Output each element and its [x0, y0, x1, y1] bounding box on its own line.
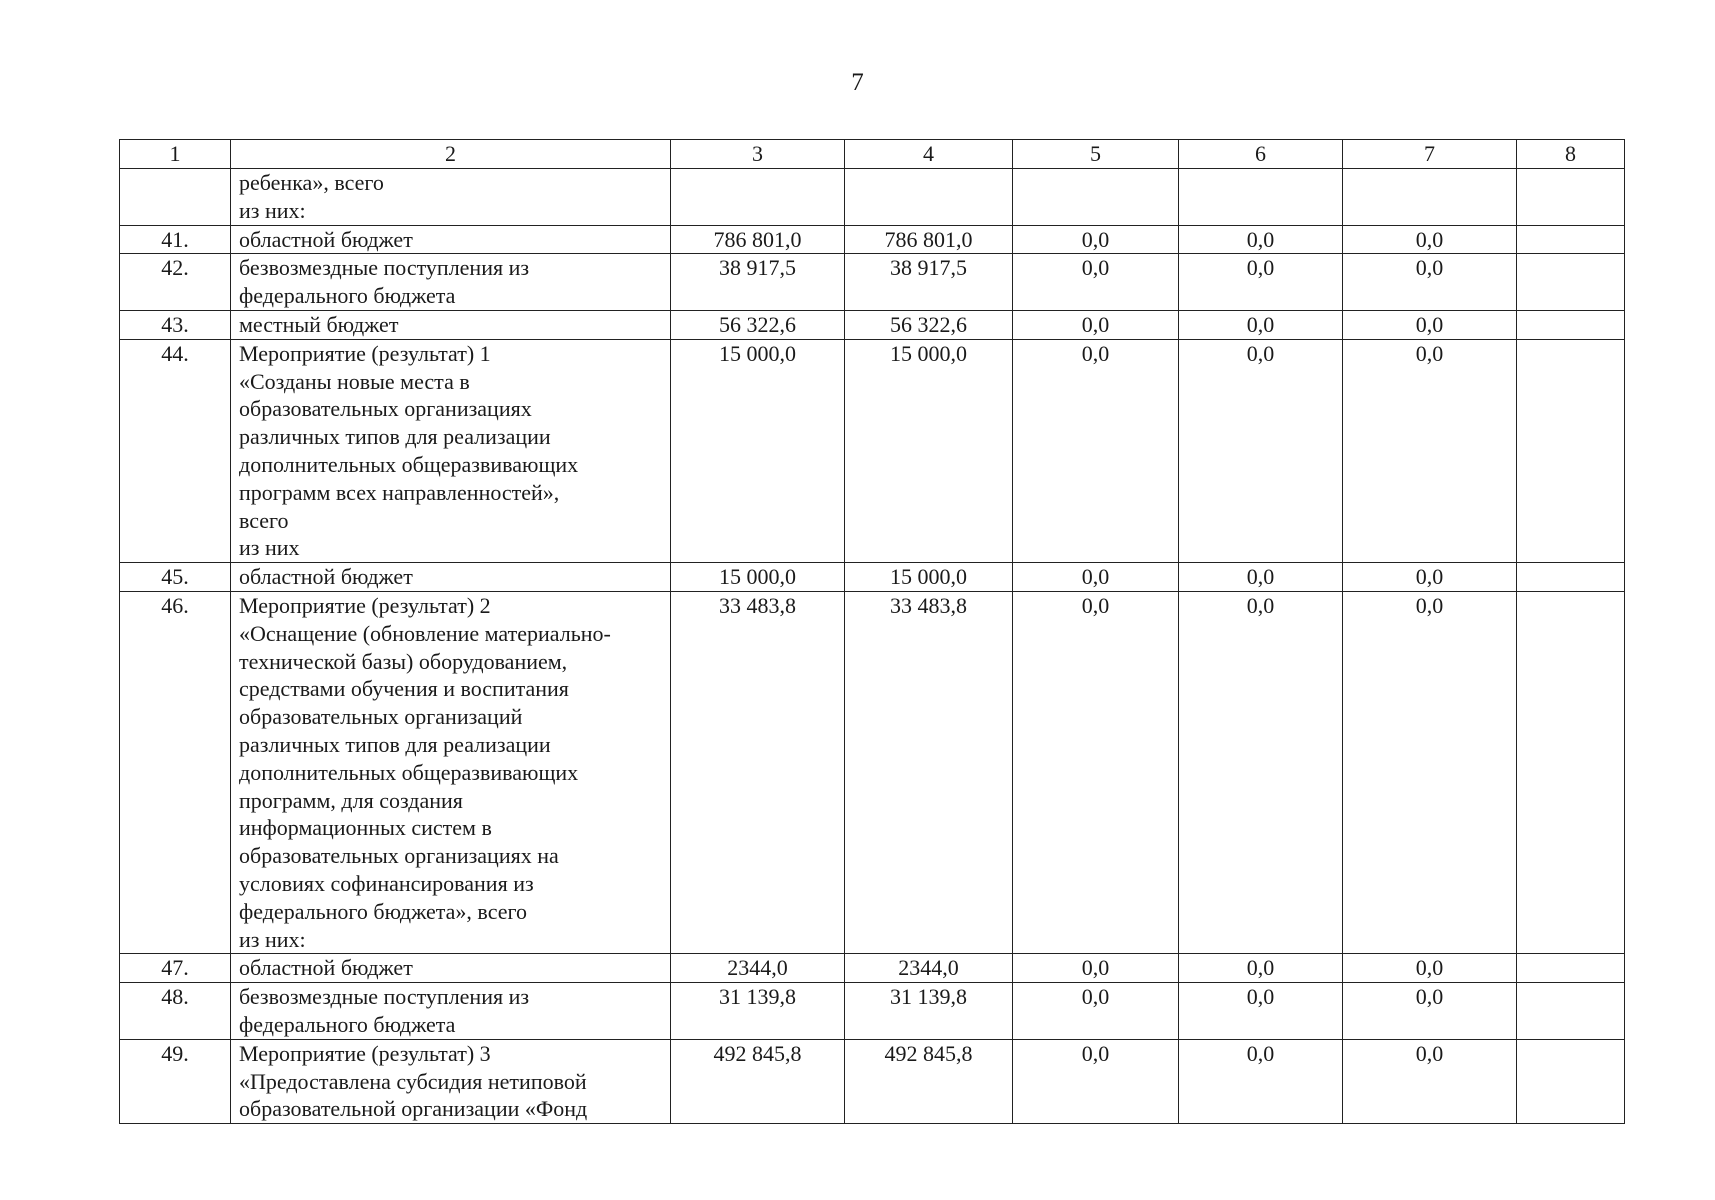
cell-col-4: 492 845,8 [845, 1039, 1013, 1123]
cell-col-3: 2344,0 [671, 954, 845, 983]
cell-col-6: 0,0 [1179, 1039, 1343, 1123]
cell-col-8 [1517, 254, 1625, 311]
cell-col-7: 0,0 [1343, 254, 1517, 311]
row-number: 42. [120, 254, 231, 311]
cell-col-3: 38 917,5 [671, 254, 845, 311]
cell-col-4: 33 483,8 [845, 591, 1013, 953]
cell-col-8 [1517, 563, 1625, 592]
header-row [120, 140, 1625, 169]
row-description: местный бюджет [231, 310, 671, 339]
page-number: 7 [851, 69, 864, 96]
table-row [120, 983, 1625, 1040]
cell-col-6: 0,0 [1179, 310, 1343, 339]
row-number [120, 169, 231, 226]
cell-col-6: 0,0 [1179, 254, 1343, 311]
cell-col-4: 2344,0 [845, 954, 1013, 983]
row-description: ребенка», всего из них: [231, 169, 671, 226]
cell-col-5: 0,0 [1013, 563, 1179, 592]
column-header-8: 8 [1517, 140, 1625, 169]
cell-col-5: 0,0 [1013, 983, 1179, 1040]
row-description: безвозмездные поступления из федерального бюджета [231, 254, 671, 311]
cell-col-5: 0,0 [1013, 310, 1179, 339]
row-number: 46. [120, 591, 231, 953]
cell-col-8 [1517, 954, 1625, 983]
cell-col-3: 492 845,8 [671, 1039, 845, 1123]
table-row [120, 254, 1625, 311]
cell-col-3: 15 000,0 [671, 563, 845, 592]
cell-col-3: 31 139,8 [671, 983, 845, 1040]
row-number: 47. [120, 954, 231, 983]
cell-col-5: 0,0 [1013, 225, 1179, 254]
cell-col-4: 15 000,0 [845, 339, 1013, 562]
cell-col-6: 0,0 [1179, 339, 1343, 562]
cell-col-5: 0,0 [1013, 1039, 1179, 1123]
cell-col-8 [1517, 591, 1625, 953]
row-description: областной бюджет [231, 225, 671, 254]
cell-col-7: 0,0 [1343, 591, 1517, 953]
table-row [120, 225, 1625, 254]
cell-col-3: 15 000,0 [671, 339, 845, 562]
cell-col-6: 0,0 [1179, 954, 1343, 983]
column-header-6: 6 [1179, 140, 1343, 169]
cell-col-5: 0,0 [1013, 254, 1179, 311]
cell-col-8 [1517, 1039, 1625, 1123]
table-row [120, 339, 1625, 562]
cell-col-5: 0,0 [1013, 339, 1179, 562]
cell-col-6 [1179, 169, 1343, 226]
table-row [120, 1039, 1625, 1123]
cell-col-4: 786 801,0 [845, 225, 1013, 254]
cell-col-4: 38 917,5 [845, 254, 1013, 311]
cell-col-7: 0,0 [1343, 1039, 1517, 1123]
row-number: 49. [120, 1039, 231, 1123]
row-number: 45. [120, 563, 231, 592]
cell-col-4: 56 322,6 [845, 310, 1013, 339]
cell-col-8 [1517, 310, 1625, 339]
cell-col-5: 0,0 [1013, 954, 1179, 983]
cell-col-3: 786 801,0 [671, 225, 845, 254]
column-header-2: 2 [231, 140, 671, 169]
table-row [120, 954, 1625, 983]
column-header-7: 7 [1343, 140, 1517, 169]
cell-col-6: 0,0 [1179, 591, 1343, 953]
cell-col-4 [845, 169, 1013, 226]
cell-col-8 [1517, 983, 1625, 1040]
column-header-4: 4 [845, 140, 1013, 169]
row-number: 41. [120, 225, 231, 254]
cell-col-6: 0,0 [1179, 225, 1343, 254]
budget-table [119, 139, 1625, 1124]
cell-col-3: 33 483,8 [671, 591, 845, 953]
row-description: Мероприятие (результат) 1 «Созданы новые места в образовательных организациях различных типов для реализации дополнительных общеразвивающих программ всех направленностей», всего из них [231, 339, 671, 562]
table-row [120, 563, 1625, 592]
column-header-3: 3 [671, 140, 845, 169]
cell-col-5: 0,0 [1013, 591, 1179, 953]
cell-col-4: 31 139,8 [845, 983, 1013, 1040]
table-row [120, 591, 1625, 953]
cell-col-6: 0,0 [1179, 563, 1343, 592]
cell-col-7: 0,0 [1343, 954, 1517, 983]
table-row [120, 169, 1625, 226]
row-description: областной бюджет [231, 563, 671, 592]
cell-col-7: 0,0 [1343, 310, 1517, 339]
cell-col-7: 0,0 [1343, 563, 1517, 592]
cell-col-7: 0,0 [1343, 225, 1517, 254]
cell-col-7 [1343, 169, 1517, 226]
cell-col-8 [1517, 339, 1625, 562]
cell-col-8 [1517, 225, 1625, 254]
column-header-5: 5 [1013, 140, 1179, 169]
cell-col-3 [671, 169, 845, 226]
cell-col-3: 56 322,6 [671, 310, 845, 339]
cell-col-6: 0,0 [1179, 983, 1343, 1040]
row-number: 43. [120, 310, 231, 339]
row-description: областной бюджет [231, 954, 671, 983]
row-number: 48. [120, 983, 231, 1040]
cell-col-7: 0,0 [1343, 983, 1517, 1040]
cell-col-5 [1013, 169, 1179, 226]
column-header-1: 1 [120, 140, 231, 169]
row-description: безвозмездные поступления из федерального бюджета [231, 983, 671, 1040]
cell-col-8 [1517, 169, 1625, 226]
row-number: 44. [120, 339, 231, 562]
cell-col-4: 15 000,0 [845, 563, 1013, 592]
row-description: Мероприятие (результат) 3 «Предоставлена субсидия нетиповой образовательной организации «Фонд [231, 1039, 671, 1123]
table-row [120, 310, 1625, 339]
cell-col-7: 0,0 [1343, 339, 1517, 562]
row-description: Мероприятие (результат) 2 «Оснащение (обновление материально- технической базы) оборудованием, средствами обучения и воспитания образовательных организаций различных типов для реализации дополнительных общеразвивающих программ, для создания информационных систем в образовательных организациях на условиях софинансирования из федерального бюджета», всего из них: [231, 591, 671, 953]
